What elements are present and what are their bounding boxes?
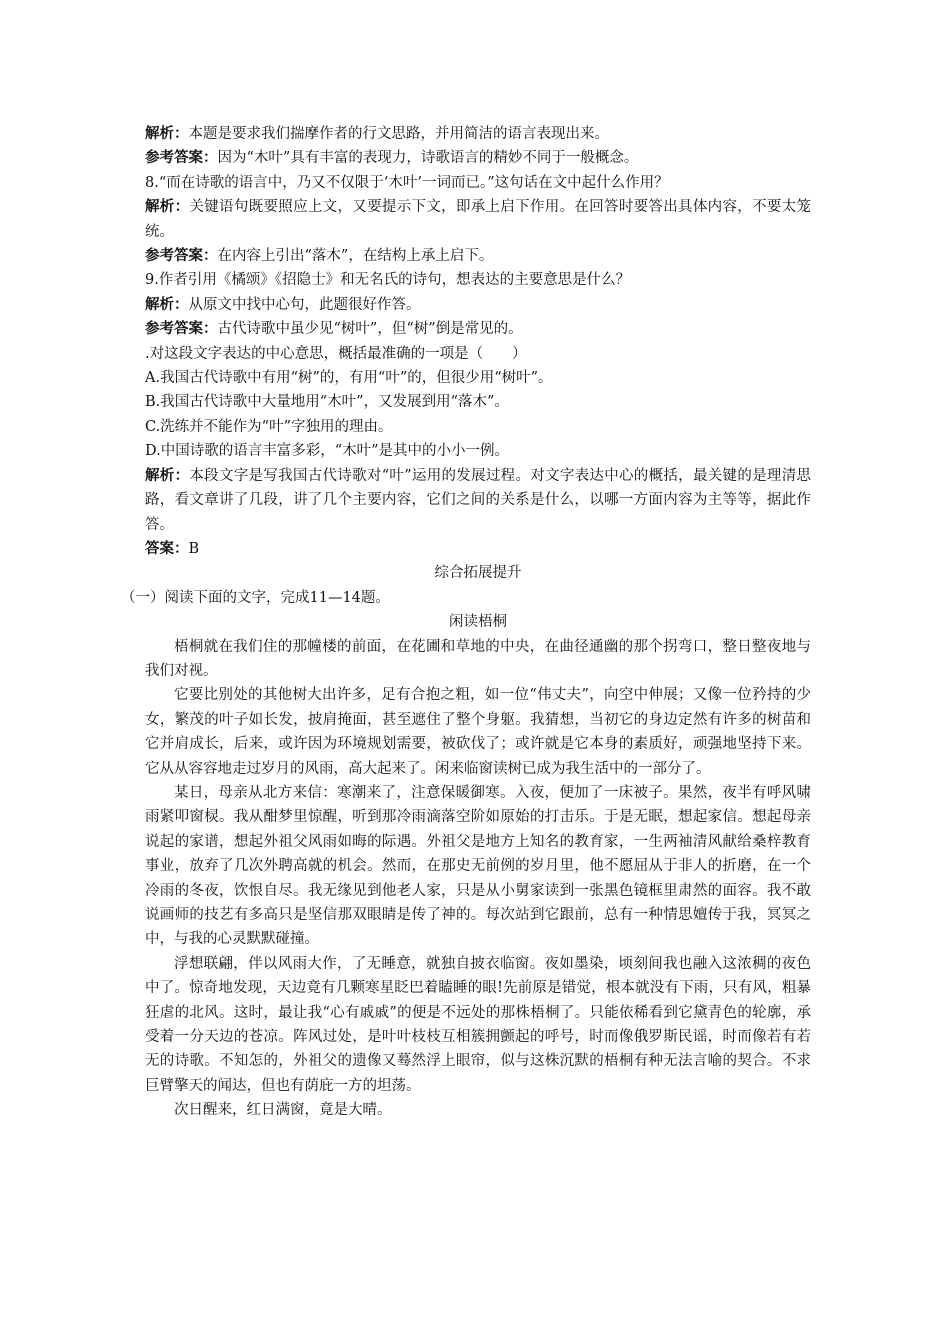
section-title: 综合拓展提升 — [434, 565, 522, 582]
option-b: B.我国古代诗歌中大量地用“木叶”，又发展到用“落木”。 — [145, 394, 509, 411]
answer-7: 参考答案：因为“木叶”具有丰富的表现力，诗歌语言的精妙不同于一般概念。 — [145, 149, 639, 167]
question-10: .对这段文字表达的中心意思，概括最准确的一项是（ ） — [145, 345, 527, 362]
article-paragraph: 次日醒来，红日满窗，竟是大晴。 — [174, 1102, 392, 1119]
analysis-8: 解析：关键语句既要照应上文，又要提示下文，即承上启下作用。在回答时要答出具体内容，不要太笼统。 — [145, 198, 811, 240]
analysis-10: 解析：本段文字是写我国古代诗歌对“叶”运用的发展过程。对文字表达中心的概括，最关键的是理清思路，看文章讲了几段，讲了几个主要内容，它们之间的关系是什么，以哪一方面内容为主等等，据此作答。 — [145, 466, 812, 533]
answer-10: 答案：B — [145, 539, 200, 557]
label-analysis: 解析： — [145, 198, 190, 216]
label-analysis: 解析： — [145, 466, 190, 484]
article-paragraph: 梧桐就在我们住的那幢楼的前面，在花圃和草地的中央，在曲径通幽的那个拐弯口，整日整夜地与我们对视。 — [145, 638, 811, 679]
label-answer: 参考答案： — [145, 247, 218, 265]
question-9: 9.作者引用《橘颂》《招隐士》和无名氏的诗句，想表达的主要意思是什么？ — [145, 272, 631, 289]
label-analysis: 解析： — [145, 295, 189, 313]
option-c: C.洗练并不能作为“叶”字独用的理由。 — [145, 418, 393, 435]
answer-9: 参考答案：古代诗歌中虽少见“树叶”，但“树”倒是常见的。 — [145, 320, 523, 338]
option-a: A.我国古代诗歌中有用“树”的，有用“叶”的，但很少用“树叶”。 — [145, 370, 553, 387]
answer-8: 参考答案：在内容上引出“落木”，在结构上承上启下。 — [145, 247, 494, 265]
analysis-9: 解析：从原文中找中心句，此题很好作答。 — [145, 295, 421, 313]
analysis-7: 解析：本题是要求我们揣摩作者的行文思路，并用简洁的语言表现出来。 — [145, 125, 609, 142]
label-answer: 参考答案： — [145, 320, 218, 338]
article-paragraph: 浮想联翩，伴以风雨大作，了无睡意，就独自披衣临窗。夜如墨染，顷刻间我也融入这浓稠的夜色中了。惊奇地发现，天边竟有几颗寒星眨巴着瞌睡的眼!先前原是错觉，根本就没有下雨，只有风，粗暴狂虐的北风。这时，最让我“心有戚戚”的便是不远处的那株梧桐了。只能依稀看到它黛青色的轮廓，承受着一分天边的苍凉。阵风过处，是叶叶枝枝互相簇拥颤起的呼号，时而像俄罗斯民谣，时而像若有若无的诗歌。不知怎的，外祖父的遗像又蓦然浮上眼帘，似与这株沉默的梧桐有种无法言喻的契合。不求巨臂擎天的闻达，但也有荫庇一方的坦荡。 — [145, 955, 811, 1094]
question-8: 8.“而在诗歌的语言中，乃又不仅限于‘木叶’一词而已。”这句话在文中起什么作用？ — [145, 174, 669, 191]
label-answer: 答案： — [145, 539, 189, 557]
option-d: D.中国诗歌的语言丰富多彩，“木叶”是其中的小小一例。 — [145, 443, 510, 460]
article-paragraph: 某日，母亲从北方来信：寒潮来了，注意保暖御寒。入夜，便加了一床被子。果然，夜半有呼风啸雨紧叩窗棂。我从酣梦里惊醒，听到那冷雨滴落空阶如原始的打击乐。于是无眠，想起家信。想起母亲说起的家谱，想起外祖父风雨如晦的际遇。外祖父是地方上知名的教育家，一生两袖清风献给桑梓教育事业，放弃了几次外聘高就的机会。然而，在那史无前例的岁月里，他不愿屈从于非人的折磨，在一个冷雨的冬夜，饮恨自尽。我无缘见到他老人家，只是从小舅家读到一张黑色镜框里肃然的面容。我不敢说画师的技艺有多高只是坚信那双眼睛是传了神的。每次站到它跟前，总有一种情思嬗传于我，冥冥之中，与我的心灵默默碰撞。 — [145, 784, 811, 948]
label-answer: 参考答案： — [145, 149, 218, 167]
label-analysis: 解析： — [145, 125, 189, 142]
reading-instruction: （一）阅读下面的文字，完成11—14题。 — [121, 589, 390, 606]
article-paragraph: 它要比别处的其他树大出许多，足有合抱之粗，如一位“伟丈夫”，向空中伸展；又像一位矜持的少女，繁茂的叶子如长发，披肩掩面，甚至遮住了整个身躯。我猜想，当初它的身边定然有许多的树苗和它并肩成长，后来，或许因为环境规划需要，被砍伐了；或许就是它本身的素质好，顽强地坚持下来。它从从容容地走过岁月的风雨，高大起来了。闲来临窗读树已成为我生活中的一部分了。 — [145, 687, 811, 777]
document-page — [121, 122, 812, 1123]
article-title: 闲读梧桐 — [449, 614, 507, 631]
